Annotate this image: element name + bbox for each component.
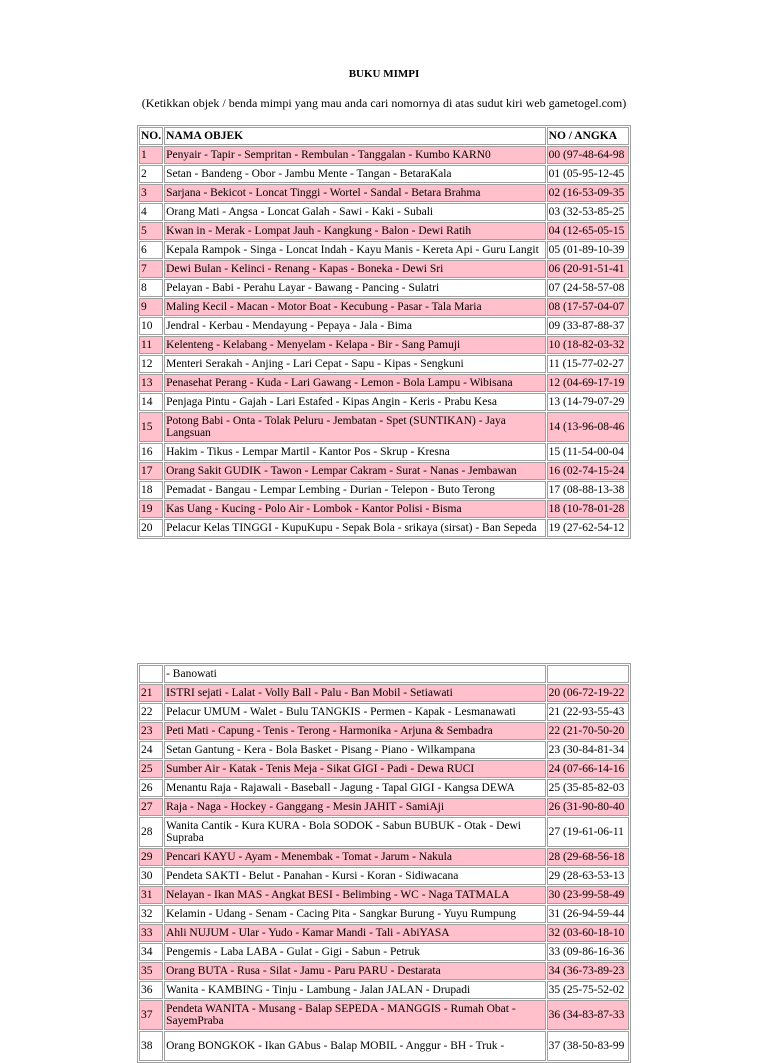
row-no-angka: 00 (97-48-64-98 (547, 146, 629, 164)
table-row (139, 1000, 629, 1030)
row-number: 15 (139, 412, 163, 442)
table-row (139, 374, 629, 392)
row-no-angka: 32 (03-60-18-10 (547, 924, 629, 942)
table-row (139, 184, 629, 202)
table-row (139, 336, 629, 354)
row-no-angka: 30 (23-99-58-49 (547, 886, 629, 904)
row-no-angka: 34 (36-73-89-23 (547, 962, 629, 980)
table-header-row (139, 127, 629, 145)
table-row (139, 165, 629, 183)
row-nama-objek: Sarjana - Bekicot - Loncat Tinggi - Wortel - Sandal - Betara Brahma (164, 184, 546, 202)
row-number: 31 (139, 886, 163, 904)
row-number: 26 (139, 779, 163, 797)
row-number: 19 (139, 500, 163, 518)
row-nama-objek: Wanita Cantik - Kura KURA - Bola SODOK - Sabun BUBUK - Otak - Dewi Supraba (164, 817, 546, 847)
table-row (139, 798, 629, 816)
row-no-angka: 24 (07-66-14-16 (547, 760, 629, 778)
row-no-angka: 14 (13-96-08-46 (547, 412, 629, 442)
row-number: 33 (139, 924, 163, 942)
table-row (139, 779, 629, 797)
row-nama-objek: ISTRI sejati - Lalat - Volly Ball - Palu - Ban Mobil - Setiawati (164, 684, 546, 702)
row-number (139, 665, 163, 683)
row-number: 36 (139, 981, 163, 999)
row-nama-objek: Kelenteng - Kelabang - Menyelam - Kelapa - Bir - Sang Pamuji (164, 336, 546, 354)
table-row (139, 393, 629, 411)
row-number: 3 (139, 184, 163, 202)
row-number: 32 (139, 905, 163, 923)
row-no-angka: 09 (33-87-88-37 (547, 317, 629, 335)
table-row (139, 848, 629, 866)
row-number: 34 (139, 943, 163, 961)
table-row (139, 146, 629, 164)
row-no-angka: 15 (11-54-00-04 (547, 443, 629, 461)
dream-table-part-2 (137, 663, 631, 1063)
row-nama-objek: Orang BONGKOK - Ikan GAbus - Balap MOBIL - Anggur - BH - Truk - (164, 1031, 546, 1061)
row-nama-objek: Pengemis - Laba LABA - Gulat - Gigi - Sabun - Petruk (164, 943, 546, 961)
table-row (139, 519, 629, 537)
table-row (139, 462, 629, 480)
row-no-angka: 25 (35-85-82-03 (547, 779, 629, 797)
table-row (139, 817, 629, 847)
table-row (139, 722, 629, 740)
row-number: 27 (139, 798, 163, 816)
table-row (139, 241, 629, 259)
row-nama-objek: Pelayan - Babi - Perahu Layar - Bawang - Pancing - Sulatri (164, 279, 546, 297)
table-row (139, 886, 629, 904)
row-number: 28 (139, 817, 163, 847)
row-no-angka: 08 (17-57-04-07 (547, 298, 629, 316)
row-no-angka: 18 (10-78-01-28 (547, 500, 629, 518)
dream-table-part-1 (137, 125, 631, 539)
row-number: 12 (139, 355, 163, 373)
row-number: 37 (139, 1000, 163, 1030)
row-number: 29 (139, 848, 163, 866)
row-number: 2 (139, 165, 163, 183)
row-nama-objek: Setan Gantung - Kera - Bola Basket - Pisang - Piano - Wilkampana (164, 741, 546, 759)
row-nama-objek: Jendral - Kerbau - Mendayung - Pepaya - Jala - Bima (164, 317, 546, 335)
row-number: 17 (139, 462, 163, 480)
row-nama-objek: Pendeta WANITA - Musang - Balap SEPEDA - MANGGIS - Rumah Obat - SayemPraba (164, 1000, 546, 1030)
row-nama-objek: Dewi Bulan - Kelinci - Renang - Kapas - Boneka - Dewi Sri (164, 260, 546, 278)
row-number: 24 (139, 741, 163, 759)
row-nama-objek: Menantu Raja - Rajawali - Baseball - Jagung - Tapal GIGI - Kangsa DEWA (164, 779, 546, 797)
row-nama-objek: Wanita - KAMBING - Tinju - Lambung - Jalan JALAN - Drupadi (164, 981, 546, 999)
row-no-angka: 10 (18-82-03-32 (547, 336, 629, 354)
page-title: BUKU MIMPI (348, 68, 420, 80)
table-row (139, 500, 629, 518)
row-no-angka: 01 (05-95-12-45 (547, 165, 629, 183)
table-row (139, 260, 629, 278)
row-number: 13 (139, 374, 163, 392)
row-nama-objek: Sumber Air - Katak - Tenis Meja - Sikat GIGI - Padi - Dewa RUCI (164, 760, 546, 778)
row-nama-objek: Potong Babi - Onta - Tolak Peluru - Jembatan - Spet (SUNTIKAN) - Jaya Langsuan (164, 412, 546, 442)
row-no-angka: 16 (02-74-15-24 (547, 462, 629, 480)
row-number: 22 (139, 703, 163, 721)
row-number: 16 (139, 443, 163, 461)
row-number: 9 (139, 298, 163, 316)
row-number: 25 (139, 760, 163, 778)
row-nama-objek: Orang Sakit GUDIK - Tawon - Lempar Cakram - Surat - Nanas - Jembawan (164, 462, 546, 480)
row-nama-objek: Nelayan - Ikan MAS - Angkat BESI - Belimbing - WC - Naga TATMALA (164, 886, 546, 904)
row-number: 10 (139, 317, 163, 335)
row-no-angka: 13 (14-79-07-29 (547, 393, 629, 411)
row-nama-objek: Kwan in - Merak - Lompat Jauh - Kangkung - Balon - Dewi Ratih (164, 222, 546, 240)
row-number: 23 (139, 722, 163, 740)
row-nama-objek: Pencari KAYU - Ayam - Menembak - Tomat - Jarum - Nakula (164, 848, 546, 866)
row-no-angka: 11 (15-77-02-27 (547, 355, 629, 373)
row-no-angka: 06 (20-91-51-41 (547, 260, 629, 278)
row-no-angka: 36 (34-83-87-33 (547, 1000, 629, 1030)
row-nama-objek: Orang BUTA - Rusa - Silat - Jamu - Paru PARU - Destarata (164, 962, 546, 980)
table-row (139, 703, 629, 721)
table-row (139, 279, 629, 297)
row-no-angka: 29 (28-63-53-13 (547, 867, 629, 885)
row-no-angka: 35 (25-75-52-02 (547, 981, 629, 999)
table-row (139, 443, 629, 461)
row-no-angka: 05 (01-89-10-39 (547, 241, 629, 259)
table-row (139, 943, 629, 961)
row-nama-objek: Pendeta SAKTI - Belut - Panahan - Kursi - Koran - Sidiwacana (164, 867, 546, 885)
table-row (139, 665, 629, 683)
row-no-angka: 07 (24-58-57-08 (547, 279, 629, 297)
table-row (139, 222, 629, 240)
row-number: 35 (139, 962, 163, 980)
row-nama-objek: Hakim - Tikus - Lempar Martil - Kantor Pos - Skrup - Kresna (164, 443, 546, 461)
row-number: 1 (139, 146, 163, 164)
row-number: 11 (139, 336, 163, 354)
row-no-angka: 31 (26-94-59-44 (547, 905, 629, 923)
table-row (139, 760, 629, 778)
row-nama-objek: Penjaga Pintu - Gajah - Lari Estafed - Kipas Angin - Keris - Prabu Kesa (164, 393, 546, 411)
row-nama-objek: Kelamin - Udang - Senam - Cacing Pita - Sangkar Burung - Yuyu Rumpung (164, 905, 546, 923)
row-number: 5 (139, 222, 163, 240)
row-no-angka: 04 (12-65-05-15 (547, 222, 629, 240)
row-no-angka: 20 (06-72-19-22 (547, 684, 629, 702)
table-row (139, 298, 629, 316)
row-no-angka: 02 (16-53-09-35 (547, 184, 629, 202)
row-number: 7 (139, 260, 163, 278)
row-number: 18 (139, 481, 163, 499)
table-row (139, 962, 629, 980)
row-nama-objek: Pelacur UMUM - Walet - Bulu TANGKIS - Permen - Kapak - Lesmanawati (164, 703, 546, 721)
row-nama-objek: Peti Mati - Capung - Tenis - Terong - Harmonika - Arjuna & Sembadra (164, 722, 546, 740)
table-row (139, 203, 629, 221)
row-number: 21 (139, 684, 163, 702)
row-nama-objek: Setan - Bandeng - Obor - Jambu Mente - Tangan - BetaraKala (164, 165, 546, 183)
row-no-angka: 12 (04-69-17-19 (547, 374, 629, 392)
row-no-angka: 17 (08-88-13-38 (547, 481, 629, 499)
row-nama-objek: Penyair - Tapir - Sempritan - Rembulan - Tanggalan - Kumbo KARN0 (164, 146, 546, 164)
row-nama-objek: Kepala Rampok - Singa - Loncat Indah - Kayu Manis - Kereta Api - Guru Langit (164, 241, 546, 259)
row-no-angka: 23 (30-84-81-34 (547, 741, 629, 759)
row-nama-objek: Raja - Naga - Hockey - Ganggang - Mesin JAHIT - SamiAji (164, 798, 546, 816)
row-number: 14 (139, 393, 163, 411)
row-no-angka: 22 (21-70-50-20 (547, 722, 629, 740)
table-row (139, 412, 629, 442)
row-number: 8 (139, 279, 163, 297)
row-no-angka: 28 (29-68-56-18 (547, 848, 629, 866)
row-number: 30 (139, 867, 163, 885)
row-no-angka: 03 (32-53-85-25 (547, 203, 629, 221)
table-row (139, 867, 629, 885)
row-no-angka: 26 (31-90-80-40 (547, 798, 629, 816)
header-no: NO. (139, 127, 163, 145)
row-nama-objek: - Banowati (164, 665, 546, 683)
row-nama-objek: Pelacur Kelas TINGGI - KupuKupu - Sepak Bola - srikaya (sirsat) - Ban Sepeda (164, 519, 546, 537)
row-nama-objek: Pemadat - Bangau - Lempar Lembing - Durian - Telepon - Buto Terong (164, 481, 546, 499)
table-row (139, 981, 629, 999)
row-number: 20 (139, 519, 163, 537)
row-no-angka: 37 (38-50-83-99 (547, 1031, 629, 1061)
row-no-angka: 19 (27-62-54-12 (547, 519, 629, 537)
table-row (139, 1031, 629, 1061)
header-no-angka: NO / ANGKA (547, 127, 629, 145)
row-number: 6 (139, 241, 163, 259)
table-row (139, 684, 629, 702)
row-no-angka (547, 665, 629, 683)
table-row (139, 924, 629, 942)
table-row (139, 355, 629, 373)
row-nama-objek: Orang Mati - Angsa - Loncat Galah - Sawi - Kaki - Subali (164, 203, 546, 221)
page-subtitle: (Ketikkan objek / benda mimpi yang mau anda cari nomornya di atas sudut kiri web gametogel.com) (141, 96, 627, 110)
row-nama-objek: Menteri Serakah - Anjing - Lari Cepat - Sapu - Kipas - Sengkuni (164, 355, 546, 373)
table-row (139, 905, 629, 923)
table-row (139, 741, 629, 759)
row-nama-objek: Kas Uang - Kucing - Polo Air - Lombok - Kantor Polisi - Bisma (164, 500, 546, 518)
row-nama-objek: Penasehat Perang - Kuda - Lari Gawang - Lemon - Bola Lampu - Wibisana (164, 374, 546, 392)
table-row (139, 481, 629, 499)
row-nama-objek: Maling Kecil - Macan - Motor Boat - Kecubung - Pasar - Tala Maria (164, 298, 546, 316)
row-number: 38 (139, 1031, 163, 1061)
row-nama-objek: Ahli NUJUM - Ular - Yudo - Kamar Mandi - Tali - AbiYASA (164, 924, 546, 942)
row-no-angka: 27 (19-61-06-11 (547, 817, 629, 847)
row-no-angka: 21 (22-93-55-43 (547, 703, 629, 721)
header-nama-objek: NAMA OBJEK (164, 127, 546, 145)
table-row (139, 317, 629, 335)
row-number: 4 (139, 203, 163, 221)
row-no-angka: 33 (09-86-16-36 (547, 943, 629, 961)
